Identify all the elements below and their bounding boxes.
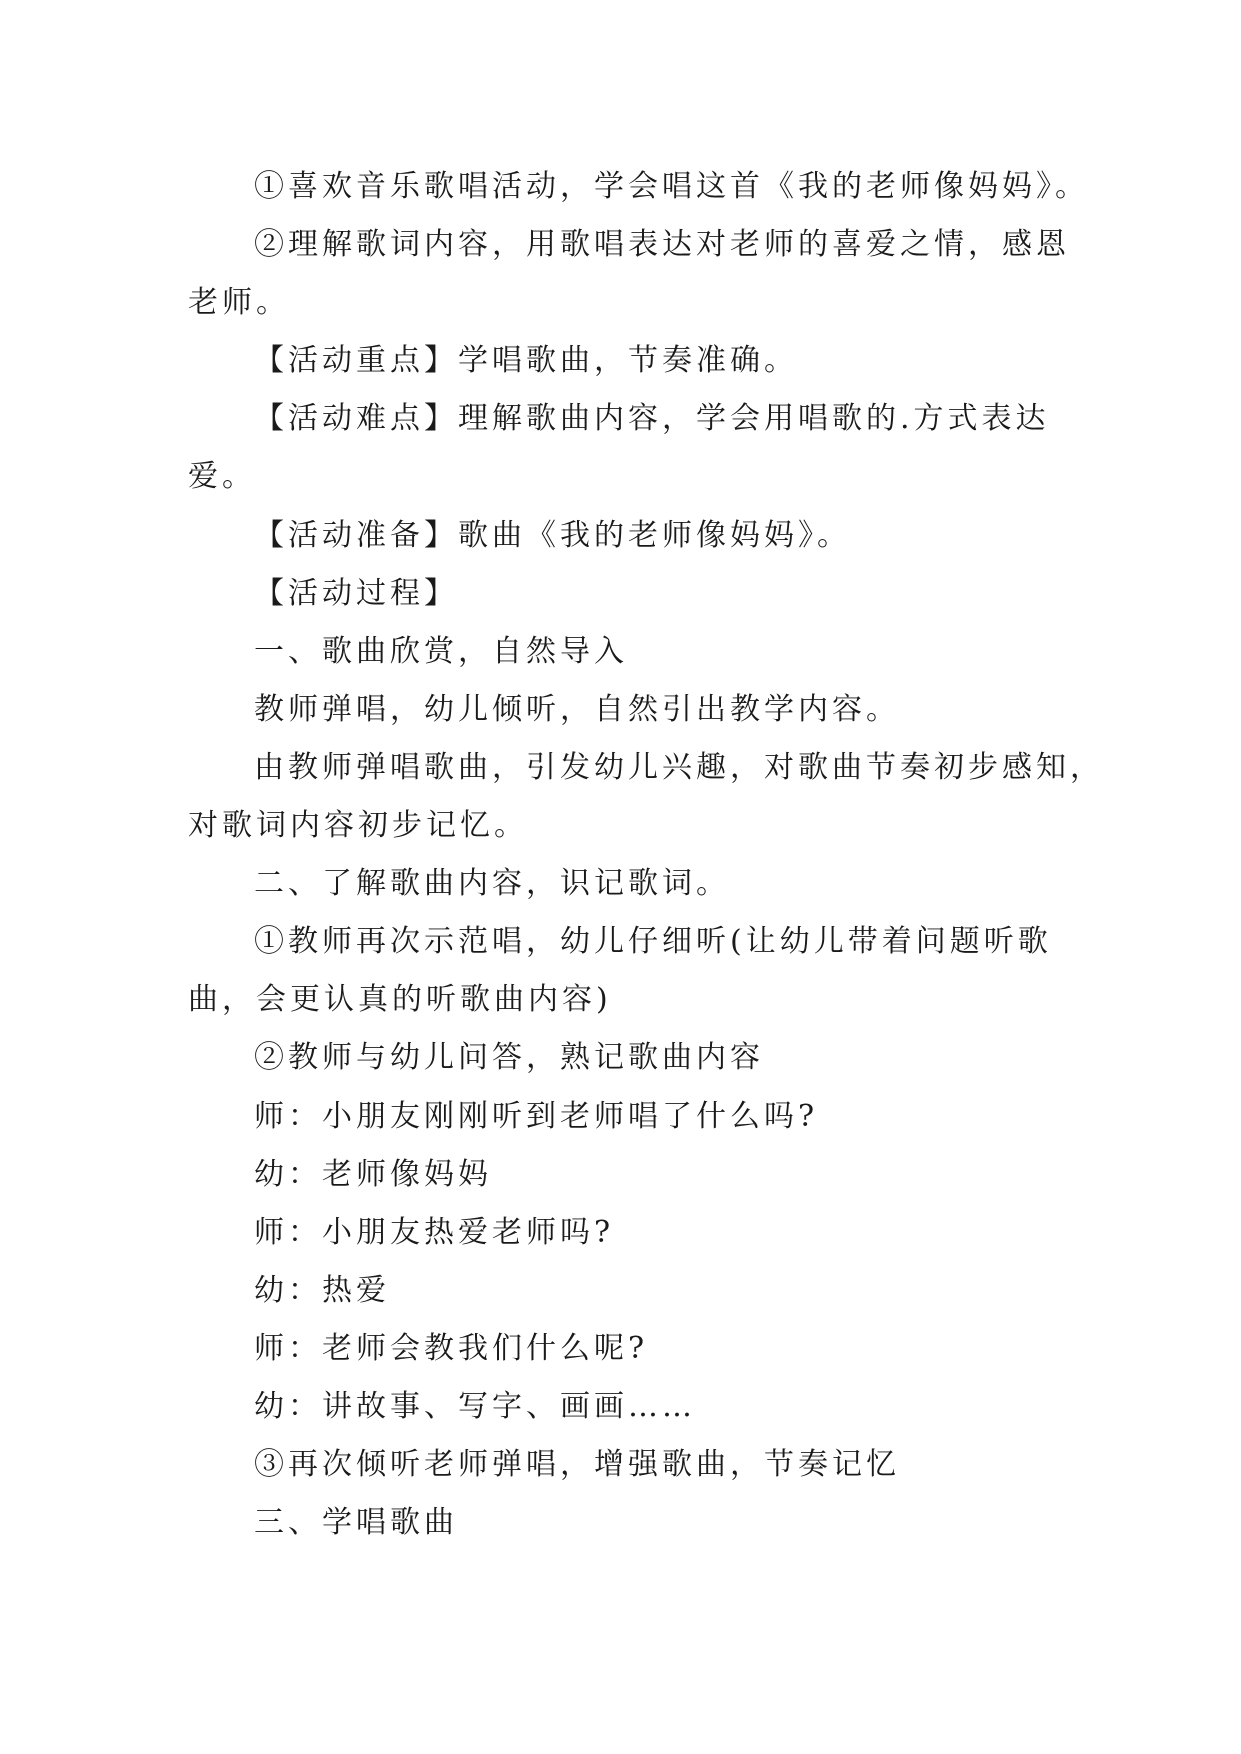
- text-line: 由教师弹唱歌曲，引发幼儿兴趣，对歌曲节奏初步感知，: [254, 749, 1104, 785]
- text-line: ②理解歌词内容，用歌唱表达对老师的喜爱之情，感恩: [254, 227, 1070, 263]
- text-line: 曲，会更认真的听歌曲内容): [188, 982, 612, 1018]
- section-heading: 三、学唱歌曲: [254, 1505, 458, 1541]
- text-line: 【活动难点】理解歌曲内容，学会用唱歌的.方式表达: [254, 401, 1050, 437]
- text-line: ②教师与幼儿问答，熟记歌曲内容: [254, 1040, 764, 1076]
- dialogue-line: 师：小朋友热爱老师吗?: [254, 1214, 615, 1250]
- text-line: ①喜欢音乐歌唱活动，学会唱这首《我的老师像妈妈》。: [254, 169, 1089, 204]
- dialogue-line: 师：小朋友刚刚听到老师唱了什么吗?: [254, 1098, 819, 1134]
- text-line: 爱。: [188, 459, 256, 495]
- text-line: 【活动重点】学唱歌曲，节奏准确。: [254, 343, 798, 379]
- text-line: 【活动准备】歌曲《我的老师像妈妈》。: [254, 517, 851, 553]
- text-line: 教师弹唱，幼儿倾听，自然引出教学内容。: [254, 691, 900, 727]
- text-line: 对歌词内容初步记忆。: [188, 808, 528, 844]
- section-heading: 二、了解歌曲内容，识记歌词。: [254, 866, 730, 902]
- text-line: 老师。: [188, 285, 290, 321]
- section-heading: 【活动过程】: [254, 575, 458, 611]
- section-heading: 一、歌曲欣赏，自然导入: [254, 633, 628, 669]
- text-line: ①教师再次示范唱，幼儿仔细听(让幼儿带着问题听歌: [254, 924, 1052, 960]
- document-body: [188, 158, 1104, 1552]
- dialogue-line: 师：老师会教我们什么呢?: [254, 1330, 649, 1366]
- dialogue-line: 幼：老师像妈妈: [254, 1156, 492, 1192]
- dialogue-line: 幼：热爱: [254, 1272, 390, 1308]
- dialogue-line: 幼：讲故事、写字、画画……: [254, 1388, 696, 1424]
- text-line: ③再次倾听老师弹唱，增强歌曲，节奏记忆: [254, 1447, 900, 1483]
